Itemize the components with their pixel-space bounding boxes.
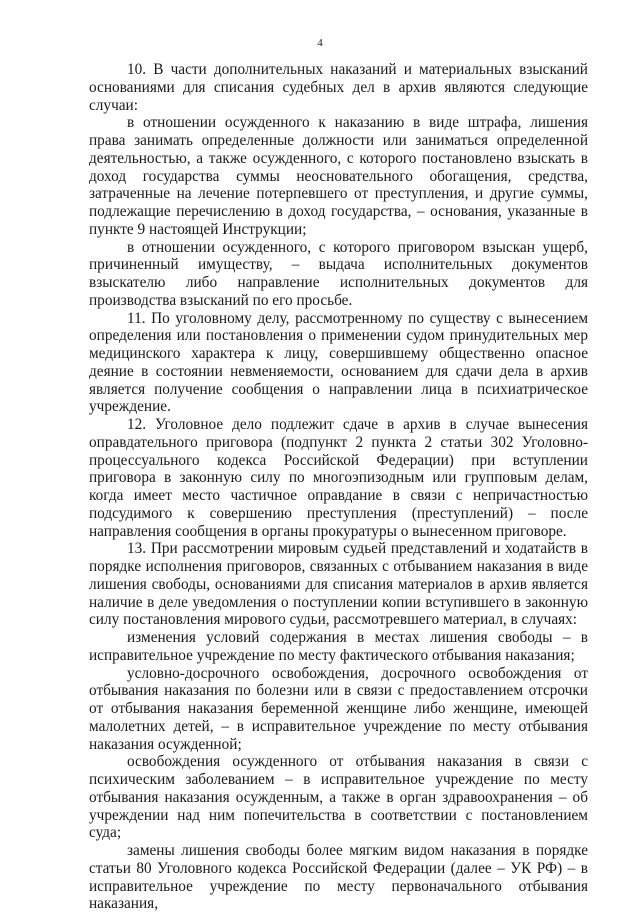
paragraph-13-conditions: изменения условий содержания в местах лишения свободы – в исправительное учреждение по месту фактического отбывания наказания; [89, 629, 588, 664]
page-number: 4 [317, 37, 323, 49]
paragraph-13-illness: освобождения осужденного от отбывания наказания в связи с психическим заболеванием – в исправительное учреждение по месту отбывания наказания осужденным, а также в орган здравоохранения – об учреждении над ним попечительства в соответствии с постановлением суда; [89, 753, 588, 842]
paragraph-10-fine: в отношении осужденного к наказанию в виде штрафа, лишения права занимать определенные должности или заниматься определенной деятельностью, а также осужденного, с которого постановлено взыскать в доход государства суммы неосновательного обогащения, средства, затраченные на лечение потерпевшего от преступления, и другие суммы, подлежащие перечислению в доход государства, – основания, указанные в пункте 9 настоящей Инструкции; [89, 114, 588, 238]
document-body [89, 61, 588, 913]
paragraph-13: 13. При рассмотрении мировым судьей представлений и ходатайств в порядке исполнения приговоров, связанных с отбыванием наказания в виде лишения свободы, основаниями для списания материалов в архив является наличие в деле уведомления о поступлении копии вступившего в законную силу постановления мирового судьи, рассмотревшего материал, в случаях: [89, 540, 588, 629]
paragraph-12: 12. Уголовное дело подлежит сдаче в архив в случае вынесения оправдательного приговора (подпункт 2 пункта 2 статьи 302 Уголовно-процессуального кодекса Российской Федерации) при вступлении приговора в законную силу по многоэпизодным или групповым делам, когда имеет место частичное оправдание в связи с непричастностью подсудимого к совершению преступления (преступлений) – после направления сообщения в органы прокуратуры о вынесенном приговоре. [89, 416, 588, 540]
paragraph-13-commutation: замены лишения свободы более мягким видом наказания в порядке статьи 80 Уголовного кодекса Российской Федерации (далее – УК РФ) – в исправительное учреждение по месту первоначального отбывания наказания, [89, 842, 588, 913]
paragraph-13-parole: условно-досрочного освобождения, досрочного освобождения от отбывания наказания по болезни или в связи с предоставлением отсрочки от отбывания наказания беременной женщине либо женщине, имеющей малолетних детей, – в исправительное учреждение по месту отбывания наказания осужденной; [89, 664, 588, 753]
paragraph-11: 11. По уголовному делу, рассмотренному по существу с вынесением определения или постановления о применении судом принудительных мер медицинского характера к лицу, совершившему общественно опасное деяние в состоянии невменяемости, основанием для сдачи дела в архив является получение сообщения о направлении лица в психиатрическое учреждение. [89, 309, 588, 416]
paragraph-10-damage: в отношении осужденного, с которого приговором взыскан ущерб, причиненный имуществу, – выдача исполнительных документов взыскателю либо направление исполнительных документов для производства взысканий по его просьбе. [89, 238, 588, 309]
paragraph-10: 10. В части дополнительных наказаний и материальных взысканий основаниями для списания судебных дел в архив являются следующие случаи: [89, 61, 588, 114]
